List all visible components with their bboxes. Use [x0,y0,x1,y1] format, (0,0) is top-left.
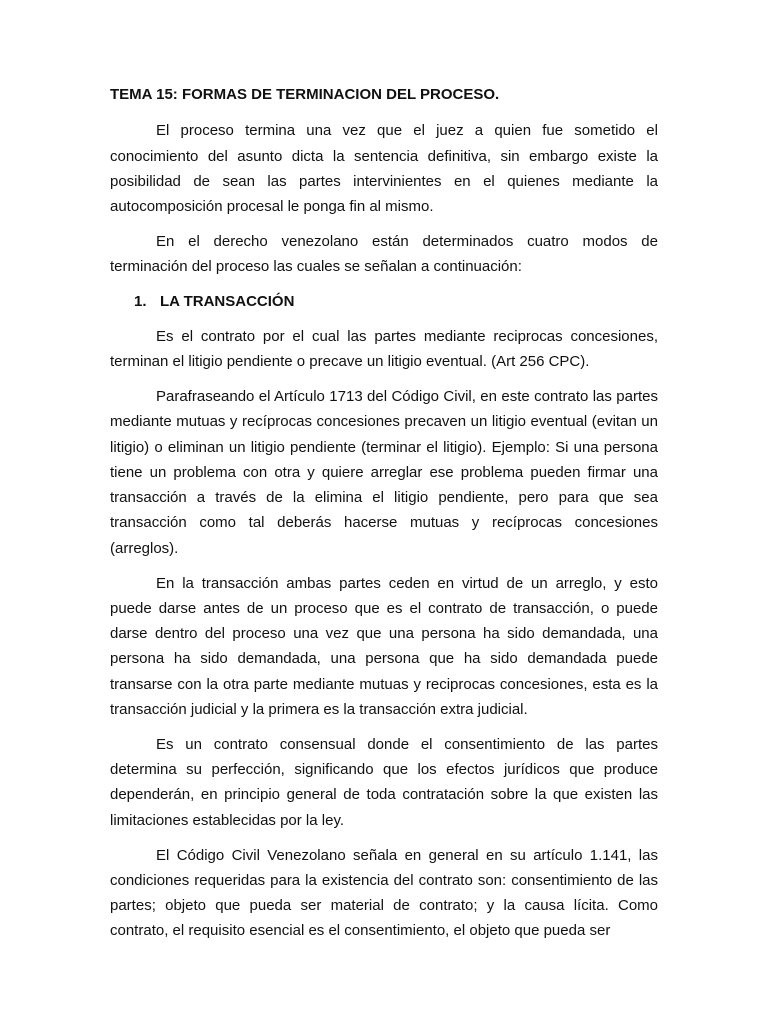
section-paragraph-4: Es un contrato consensual donde el consentimiento de las partes determina su perfección, significando que los efectos jurídicos que produce dependerán, en principio general de toda contratación sobre la que existen las limitaciones establecidas por la ley. [110,735,658,829]
document-title: TEMA 15: FORMAS DE TERMINACION DEL PROCESO. [110,86,500,103]
section-paragraph-1: Es el contrato por el cual las partes mediante reciprocas concesiones, terminan el litigio pendiente o precave un litigio eventual. (Art 256 CPC). [110,327,658,371]
section-heading-text: LA TRANSACCIÓN [160,293,295,311]
section-number: 1. [134,293,147,311]
section-heading [110,289,658,314]
section-paragraph-2: Parafraseando el Artículo 1713 del Código Civil, en este contrato las partes mediante mutuas y recíprocas concesiones precaven un litigio eventual (evitan un litigio) o eliminan un litigio pendiente (terminar el litigio). Ejemplo: Si una persona tiene un problema con otra y quiere arreglar ese problema pueden firmar una transacción a través de la elimina el litigio pendiente, pero para que sea transacción como tal deberás hacerse mutuas y recíprocas concesiones (arreglos). [110,387,658,557]
document-page [110,82,658,953]
intro-paragraph-2: En el derecho venezolano están determinados cuatro modos de terminación del proceso las cuales se señalan a continuación: [110,232,658,276]
section-paragraph-5: El Código Civil Venezolano señala en general en su artículo 1.141, las condiciones requeridas para la existencia del contrato son: consentimiento de las partes; objeto que pueda ser material de contrato; y la causa lícita. Como contrato, el requisito esencial es el consentimiento, el objeto que pueda ser [110,846,658,940]
intro-paragraph-1: El proceso termina una vez que el juez a quien fue sometido el conocimiento del asunto dicta la sentencia definitiva, sin embargo existe la posibilidad de sean las partes intervinientes en el quienes mediante la autocomposición procesal le ponga fin al mismo. [110,122,658,216]
section-paragraph-3: En la transacción ambas partes ceden en virtud de un arreglo, y esto puede darse antes de un proceso que es el contrato de transacción, o puede darse dentro del proceso una vez que una persona ha sido demandada, una persona ha sido demandada, una persona que ha sido demandada puede transarse con la otra parte mediante mutuas y reciprocas concesiones, esta es la transacción judicial y la primera es la transacción extra judicial. [110,574,658,719]
